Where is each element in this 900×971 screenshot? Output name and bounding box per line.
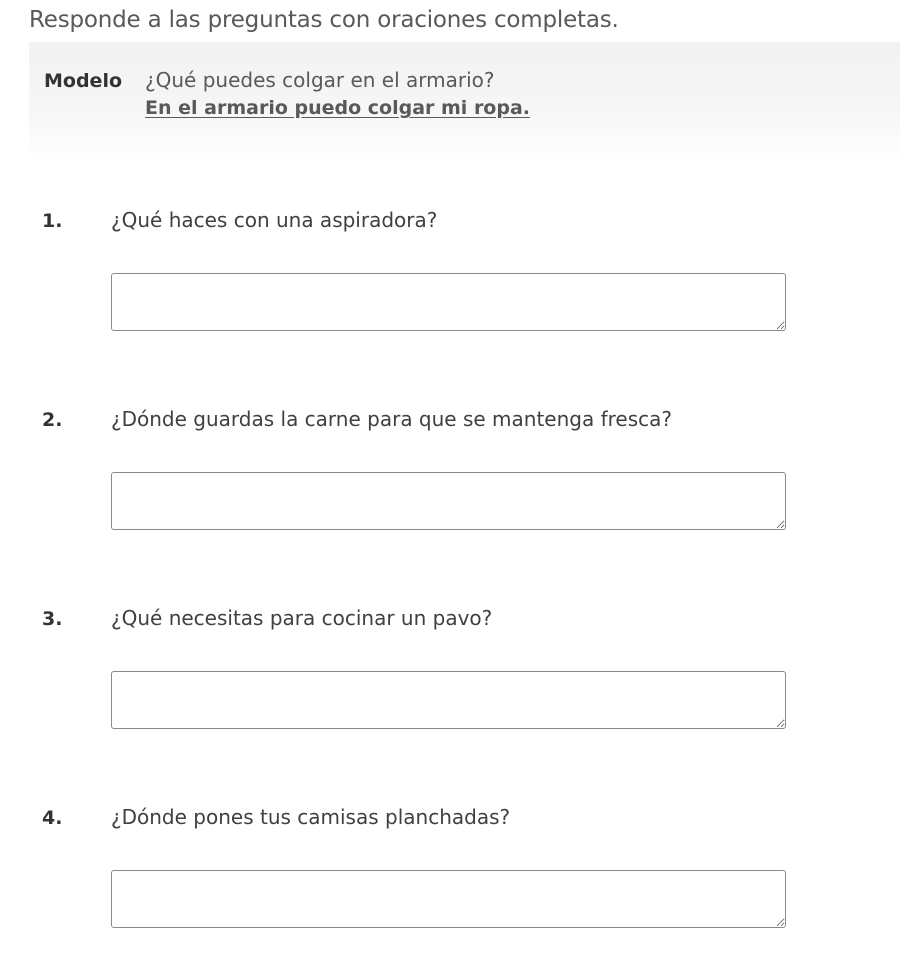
question-text: ¿Qué haces con una aspiradora? [111,208,438,232]
question-3 [0,608,900,768]
question-text: ¿Dónde pones tus camisas planchadas? [111,805,511,829]
question-2 [0,409,900,569]
model-question: ¿Qué puedes colgar en el armario? [145,68,495,92]
question-number: 1. [42,210,63,232]
question-number: 4. [42,807,63,829]
answer-textarea-4[interactable] [111,870,786,928]
model-label: Modelo [44,70,123,92]
question-4 [0,807,900,967]
instructions-text: Responde a las preguntas con oraciones completas. [29,7,619,33]
model-answer: En el armario puedo colgar mi ropa. [145,97,531,119]
question-text: ¿Qué necesitas para cocinar un pavo? [111,606,493,630]
question-text: ¿Dónde guardas la carne para que se mantenga fresca? [111,407,673,431]
answer-textarea-1[interactable] [111,273,786,331]
answer-textarea-3[interactable] [111,671,786,729]
model-example-box [29,42,900,162]
answer-textarea-2[interactable] [111,472,786,530]
question-number: 2. [42,409,63,431]
question-number: 3. [42,608,63,630]
question-1 [0,210,900,370]
